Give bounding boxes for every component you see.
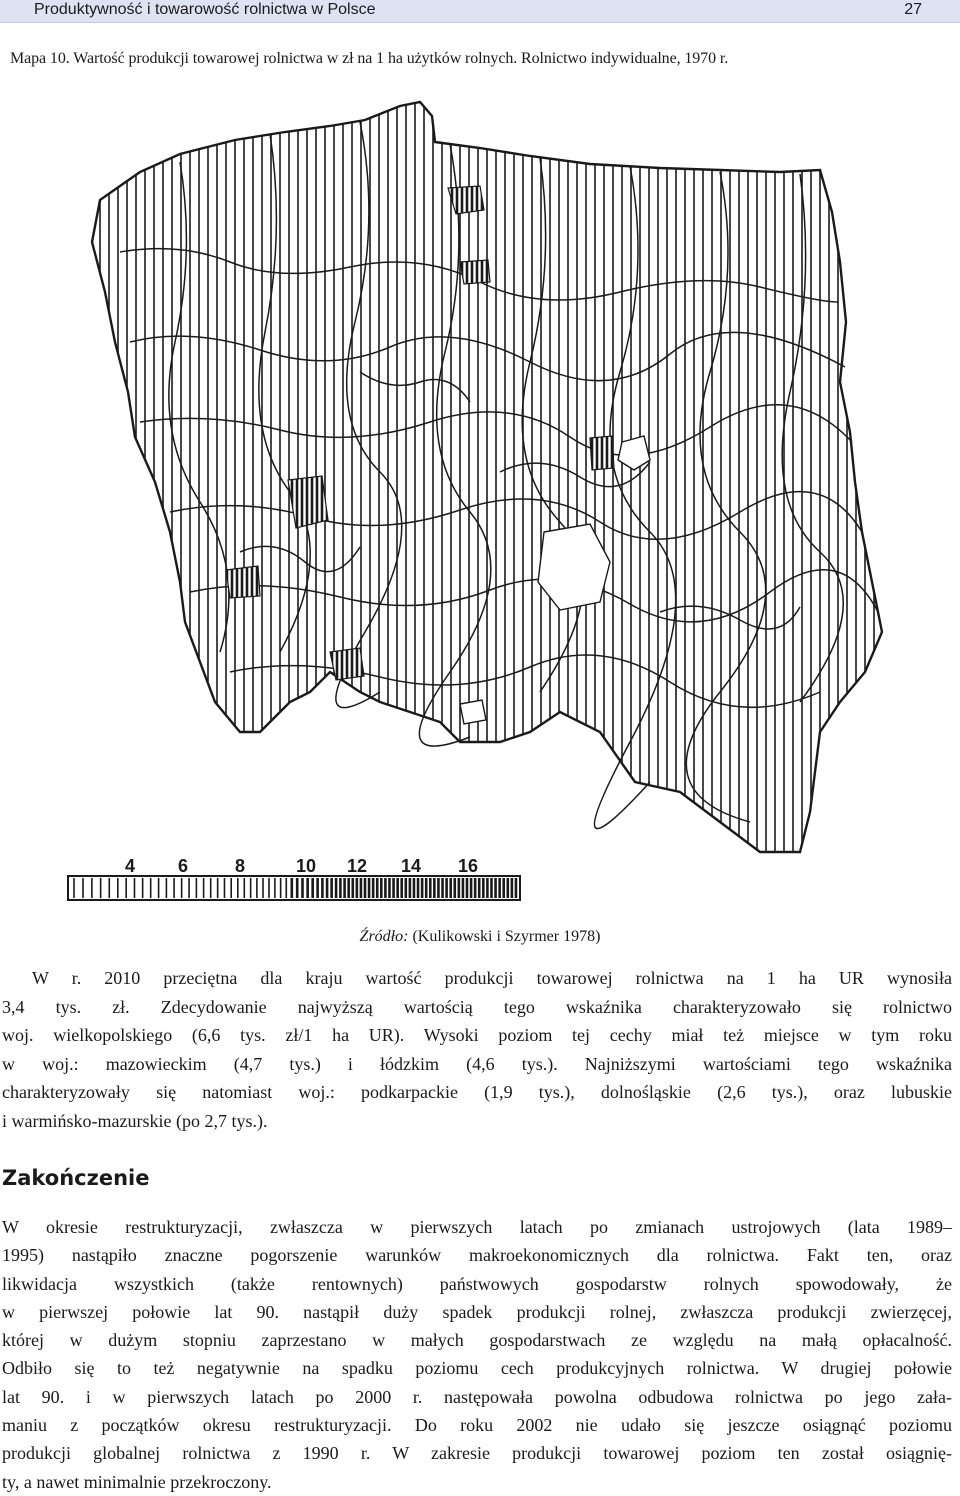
running-header — [0, 0, 960, 23]
legend-label-6: 6 — [177, 856, 189, 876]
map-legend — [68, 856, 520, 900]
paragraph-line: 1995) nastąpiło znaczne pogorszenie warunków makroekonomicznych dla rolnictwa. Fakt ten, oraz — [2, 1245, 952, 1266]
legend-label-8: 8 — [234, 856, 246, 876]
legend-label-10: 10 — [295, 856, 317, 876]
legend-label-16: 16 — [457, 856, 479, 876]
legend-label-4: 4 — [124, 856, 136, 876]
legend-label-12: 12 — [346, 856, 368, 876]
source-note — [0, 928, 960, 946]
paragraph-line: Odbiło się to też negatywnie na spadku poziomu cech produkcyjnych rolnictwa. W drugiej połowie — [2, 1358, 952, 1379]
source-label: Źródło: — [359, 928, 409, 945]
section-heading: Zakończenie — [2, 1166, 150, 1190]
poland-outline — [92, 102, 882, 852]
paragraph-line: likwidacja wszystkich (także rentownych) państwowych gospodarstw rolnych spowodowały, że — [2, 1273, 952, 1294]
paragraph-line: woj. wielkopolskiego (6,6 tys. zł/1 ha UR). Wysoki poziom tej cechy miał też miejsce w tym roku — [2, 1025, 952, 1045]
page-number: 27 — [904, 1, 922, 18]
paragraph-line: maniu z początków okresu restrukturyzacji. Do roku 2002 nie udało się jeszcze osiągnąć poziomu — [2, 1415, 952, 1436]
map-caption: Mapa 10. Wartość produkcji towarowej rolnictwa w zł na 1 ha użytków rolnych. Rolnictwo indywidualne, 1970 r. — [10, 50, 729, 67]
paragraph-line: ty, a nawet minimalnie przekroczony. — [2, 1471, 272, 1492]
paragraph-line: w pierwszej połowie lat 90. nastąpił duży spadek produkcji rolnej, zwłaszcza produkcji zwierzęcej, — [2, 1301, 952, 1322]
paragraph-line: charakteryzowały się natomiast woj.: podkarpackie (1,9 tys.), dolnośląskie (2,6 tys.), oraz lubuskie — [2, 1082, 952, 1102]
paragraph-line: produkcji globalnej rolnictwa z 1990 r. W zakresie produkcji towarowej poziom ten został osiągnię- — [2, 1443, 952, 1464]
running-header-title: Produktywność i towarowość rolnictwa w Polsce — [34, 1, 376, 18]
paragraph-line: i warmińsko-mazurskie (po 2,7 tys.). — [2, 1110, 268, 1131]
paragraph-line: W r. 2010 przeciętna dla kraju wartość produkcji towarowej rolnictwa na 1 ha UR wynosiła — [32, 968, 952, 988]
paragraph-line: 3,4 tys. zł. Zdecydowanie najwyższą wartością tego wskaźnika charakteryzowało się rolnictwo — [2, 996, 952, 1017]
choropleth-map — [60, 92, 900, 912]
source-text: (Kulikowski i Szyrmer 1978) — [412, 928, 601, 945]
paragraph-line: lat 90. i w pierwszych latach po 2000 r. następowała powolna odbudowa rolnictwa po jego zała- — [2, 1386, 952, 1407]
legend-scale-bar — [68, 876, 520, 900]
paragraph-statistics — [2, 964, 952, 1135]
paragraph-line: której w dużym stopniu zaprzestano w małych gospodarstwach ze względu na małą opłacalność. — [2, 1330, 952, 1351]
legend-label-14: 14 — [400, 856, 422, 876]
paragraph-conclusion — [2, 1213, 952, 1496]
paragraph-line: w woj.: mazowieckim (4,7 tys.) i łódzkim (4,6 tys.). Najniższymi wartościami tego wskaźnika — [2, 1053, 952, 1074]
paragraph-line: W okresie restrukturyzacji, zwłaszcza w pierwszych latach po zmianach ustrojowych (lata 1989– — [2, 1217, 952, 1237]
legend-ticks — [74, 878, 516, 898]
